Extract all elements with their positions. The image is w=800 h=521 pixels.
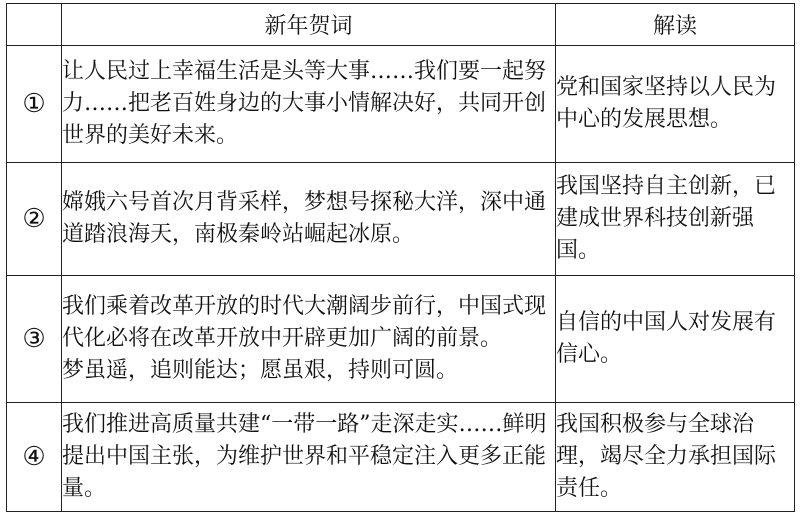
header-new-year-greeting: 新年贺词 — [62, 4, 556, 46]
row-number: ② — [7, 163, 62, 276]
interpretation-cell: 我国坚持自主创新，已建成世界科技创新强国。 — [556, 163, 795, 276]
greeting-table — [6, 3, 795, 512]
interpretation-cell: 党和国家坚持以人民为中心的发展思想。 — [556, 46, 795, 163]
greeting-cell — [62, 276, 556, 403]
greeting-text: 我们乘着改革开放的时代大潮阔步前行，中国式现代化必将在改革开放中开辟更加广阔的前景。 — [62, 294, 547, 351]
row-number: ④ — [7, 403, 62, 512]
greeting-cell: 嫦娥六号首次月背采样，梦想号探秘大洋，深中通道踏浪海天，南极秦岭站崛起冰原。 — [62, 163, 556, 276]
table-row — [7, 163, 795, 276]
greeting-text-extra: 梦虽遥，追则能达；愿虽艰，持则可圆。 — [62, 358, 459, 383]
table-row — [7, 403, 795, 512]
table-row — [7, 46, 795, 163]
header-number — [7, 4, 62, 46]
table-row — [7, 276, 795, 403]
header-interpretation: 解读 — [556, 4, 795, 46]
row-number: ① — [7, 46, 62, 163]
greeting-cell: 我们推进高质量共建“一带一路”走深走实……鲜明提出中国主张，为维护世界和平稳定注入更多正能量。 — [62, 403, 556, 512]
greeting-cell: 让人民过上幸福生活是头等大事……我们要一起努力……把老百姓身边的大事小情解决好，共同开创世界的美好未来。 — [62, 46, 556, 163]
interpretation-cell: 我国积极参与全球治理，竭尽全力承担国际责任。 — [556, 403, 795, 512]
interpretation-cell: 自信的中国人对发展有信心。 — [556, 276, 795, 403]
row-number: ③ — [7, 276, 62, 403]
table-header-row — [7, 4, 795, 46]
